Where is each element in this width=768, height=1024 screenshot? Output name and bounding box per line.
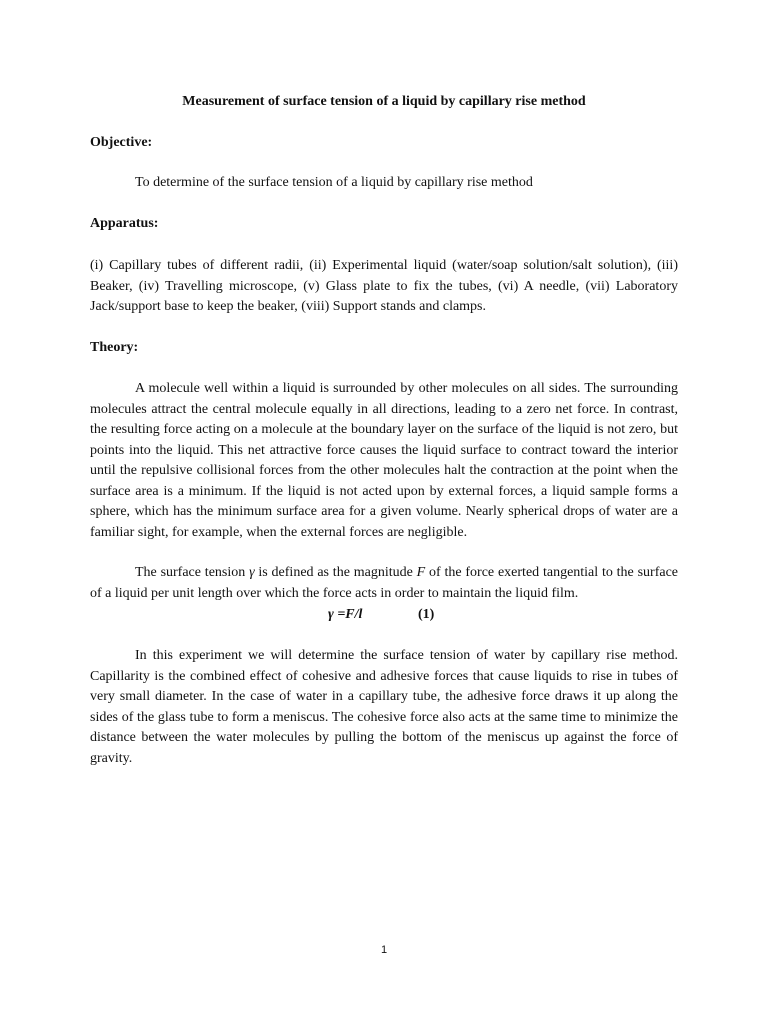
- equation-gamma: γ: [328, 607, 334, 622]
- definition-text-start: The surface tension: [135, 565, 250, 580]
- definition-text-middle: is defined as the magnitude: [254, 565, 417, 580]
- force-symbol: F: [416, 565, 426, 580]
- theory-heading: Theory:: [90, 340, 139, 355]
- equation-number: (1): [418, 607, 435, 622]
- objective-text: To determine of the surface tension of a liquid by capillary rise method: [135, 175, 533, 190]
- equation-expression: [328, 605, 362, 626]
- theory-paragraph-3: In this experiment we will determine the surface tension of water by capillary rise method. Capillarity is the combined effect of cohesive and adhesive forces that cause liquids to rise in tubes of very small diameter. In the case of water in a capillary tube, the adhesive force draws it up along the sides of the glass tube to form a meniscus. The cohesive force also acts at the same time to minimize the distance between the water molecules by pulling the bottom of the meniscus up against the force of gravity.: [90, 648, 678, 766]
- apparatus-heading: Apparatus:: [90, 216, 159, 231]
- theory-paragraph-2: [90, 563, 678, 604]
- apparatus-list: (i) Capillary tubes of different radii, (ii) Experimental liquid (water/soap solution/salt solution), (iii) Beaker, (iv) Travelling microscope, (v) Glass plate to fix the tubes, (vi) A needle, (vii) Laboratory Jack/support base to keep the beaker, (viii) Support stands and clamps.: [90, 258, 678, 314]
- theory-paragraph-1: A molecule well within a liquid is surrounded by other molecules on all sides. The surrounding molecules attract the central molecule equally in all directions, leading to a zero net force. In contrast, the resulting force acting on a molecule at the boundary layer on the surface of the liquid is not zero, but points into the liquid. This net attractive force causes the liquid surface to contract toward the interior until the repulsive collisional forces from the other molecules halt the contraction at the point when the surface area is a minimum. If the liquid is not acted upon by external forces, a liquid sample forms a sphere, which has the minimum surface area for a given volume. Nearly spherical drops of water are a familiar sight, for example, when the external forces are negligible.: [90, 381, 678, 540]
- surface-tension-equation: [0, 605, 768, 626]
- definition-text-end: of the force exerted tangential to the surface of a liquid per unit length over which the force acts in order to maintain the liquid film.: [90, 565, 678, 601]
- gamma-symbol: γ: [249, 565, 255, 580]
- page-number: 1: [380, 944, 388, 956]
- objective-heading: Objective:: [90, 135, 153, 150]
- document-title: Measurement of surface tension of a liquid by capillary rise method: [182, 94, 586, 109]
- equation-rhs: =F/l: [333, 607, 363, 622]
